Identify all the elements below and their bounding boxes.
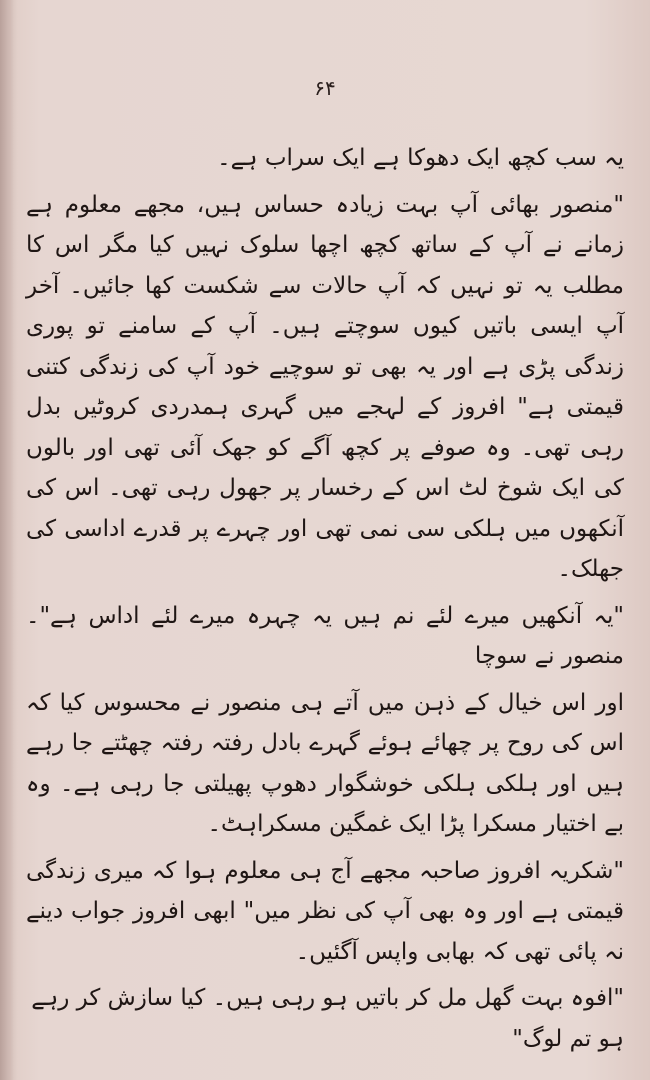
paragraph-2: "منصور بھائی آپ بہت زیادہ حساس ہیں، مجھے معلوم ہے زمانے نے آپ کے ساتھ کچھ اچھا سلوک نہیں کیا مگر اس کا مطلب یہ تو نہیں کہ آپ حالات سے شکست کھا جائیں۔ آخر آپ ایسی باتیں کیوں سوچتے ہیں۔ آپ کے سامنے تو پوری زندگی پڑی ہے اور یہ بھی تو سوچیے خود آپ کی زندگی کتنی قیمتی ہے" افروز کے لہجے میں گہری ہمدردی کروٹیں بدل رہی تھی۔ وہ صوفے پر کچھ آگے کو جھک آئی تھی اور بالوں کی ایک شوخ لٹ اس کے رخسار پر جھول رہی تھی۔ اس کی آنکھوں میں ہلکی سی نمی تھی اور چہرے پر قدرے اداسی کی جھلک۔ bbox=[26, 191, 624, 582]
paragraph-5: "شکریہ افروز صاحبہ مجھے آج ہی معلوم ہوا کہ میری زندگی قیمتی ہے اور وہ بھی آپ کی نظر میں" ابھی افروز جواب دینے نہ پائی تھی کہ بھابی واپس آگئیں۔ bbox=[26, 857, 624, 965]
paragraph-1: یہ سب کچھ ایک دھوکا ہے ایک سراب ہے۔ bbox=[217, 145, 624, 171]
page-binding-edge bbox=[0, 0, 14, 1080]
paragraph-3: "یہ آنکھیں میرے لئے نم ہیں یہ چہرہ میرے لئے اداس ہے"۔ منصور نے سوچا bbox=[26, 602, 624, 669]
paragraph-4: اور اس خیال کے ذہن میں آتے ہی منصور نے محسوس کیا کہ اس کی روح پر چھائے ہوئے گہرے بادل رفتہ رفتہ چھٹتے جا رہے ہیں اور ہلکی ہلکی خوشگوار دھوپ پھیلتی جا رہی ہے۔ وہ بے اختیار مسکرا پڑا ایک غمگین مسکراہٹ۔ bbox=[26, 689, 624, 837]
paragraph-6: "افوہ بہت گھل مل کر باتیں ہو رہی ہیں۔ کیا سازش کر رہے ہو تم لوگ" bbox=[31, 985, 624, 1052]
urdu-text-block bbox=[26, 138, 624, 1059]
page-number: ۶۴ bbox=[314, 76, 336, 100]
